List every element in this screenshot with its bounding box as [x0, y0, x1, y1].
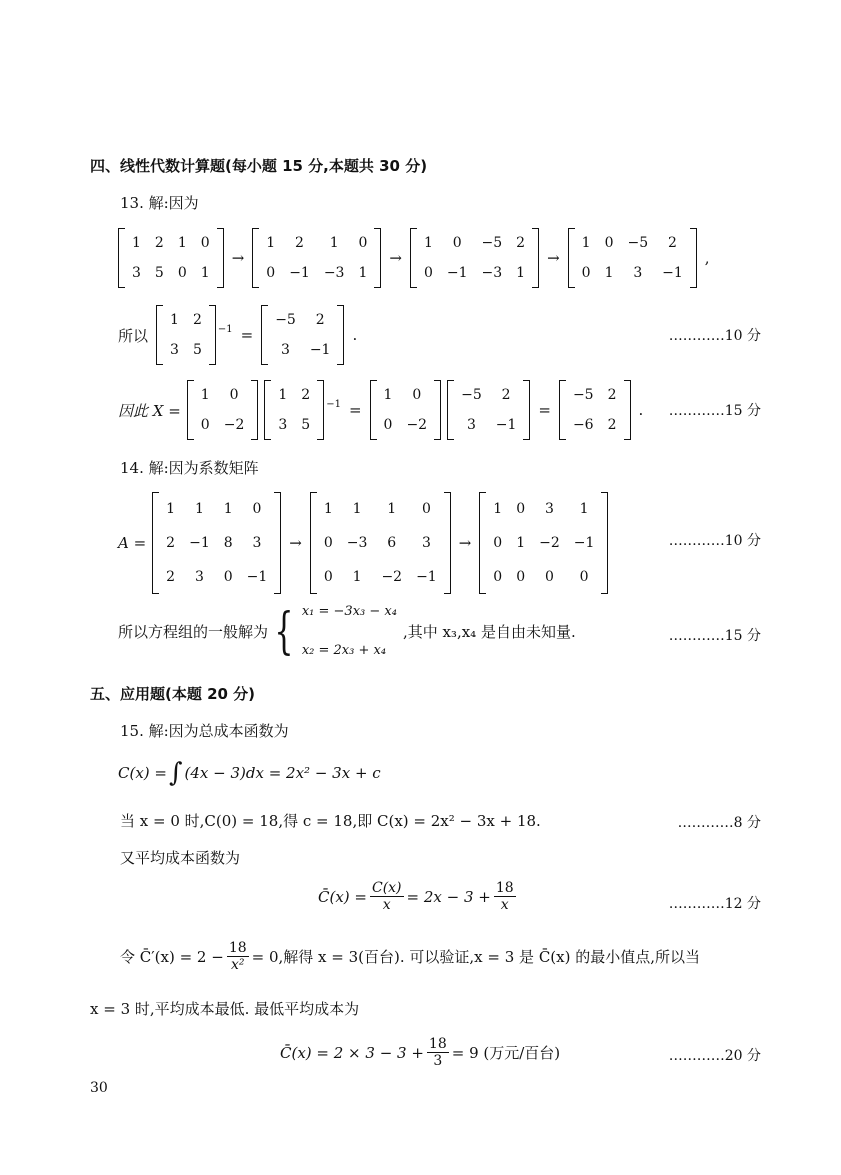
matrix-cell: 3	[252, 535, 262, 551]
matrix-cell: −2	[223, 417, 245, 433]
matrix-cell: 3	[281, 342, 290, 358]
matrix-cell: 2	[166, 535, 176, 551]
avg-mid: = 2x − 3 +	[406, 887, 491, 906]
matrix-cell: 0	[229, 387, 239, 403]
matrix-cell: 1	[132, 235, 141, 251]
matrix-cell: 1	[223, 501, 233, 517]
denominator: x²	[230, 957, 245, 973]
matrix-cell: 1	[170, 312, 179, 328]
so-label: 所以	[118, 326, 149, 345]
matrix-cell: 0	[423, 265, 433, 281]
q13-matrix-a-inverse	[261, 305, 344, 365]
matrix-cell: 1	[166, 501, 176, 517]
matrix-cell: 1	[604, 265, 614, 281]
matrix-cell: −6	[572, 417, 594, 433]
q15-min-line: x = 3 时,平均成本最低. 最低平均成本为	[90, 1000, 360, 1018]
matrix-cell: 2	[301, 387, 311, 403]
matrix-cell: 1	[200, 387, 210, 403]
q13-matrix-1	[118, 228, 224, 288]
denominator: x	[500, 897, 509, 913]
matrix-cell: −1	[662, 265, 683, 281]
cost-rhs: (4x − 3)dx = 2x² − 3x + c	[184, 764, 381, 782]
matrix-cell: −5	[572, 387, 594, 403]
fraction	[427, 1036, 449, 1069]
matrix-cell: 0	[452, 235, 462, 251]
matrix-a-label: A =	[118, 534, 147, 552]
matrix-cell: 2	[607, 387, 617, 403]
q13-result-line	[118, 380, 651, 440]
q15-final-line	[280, 1036, 560, 1069]
matrix-cell: 1	[352, 569, 362, 585]
period: .	[638, 401, 644, 419]
matrix-cell: 0	[358, 235, 368, 251]
matrix-cell: 2	[315, 312, 325, 328]
matrix-cell: 0	[323, 535, 333, 551]
arrow: →	[231, 249, 245, 267]
avg-lhs: C̄(x) =	[318, 887, 367, 906]
matrix-cell: 1	[493, 501, 503, 517]
matrix-cell: −3	[323, 265, 345, 281]
matrix-cell: 0	[200, 235, 210, 251]
matrix-cell: 2	[154, 235, 164, 251]
matrix-cell: −1	[189, 535, 210, 551]
q13-matrix-a	[156, 305, 216, 365]
matrix-cell: 0	[412, 387, 422, 403]
matrix-cell: 1	[177, 235, 187, 251]
deriv-pre: 令 C̄′(x) = 2 −	[120, 948, 224, 966]
matrix-cell: 0	[266, 265, 276, 281]
matrix-cell: 0	[493, 535, 503, 551]
integral-sign: ∫	[168, 758, 183, 788]
cost-lhs: C(x) =	[118, 764, 167, 782]
numerator: 18	[228, 940, 247, 956]
denominator: 3	[433, 1053, 443, 1069]
q14-matrix-1	[152, 492, 281, 594]
free-variables-note: ,其中 x₃,x₄ 是自由未知量.	[402, 622, 576, 641]
matrix-cell: 0	[581, 265, 591, 281]
matrix-cell: 1	[352, 501, 362, 517]
matrix-cell: −5	[481, 235, 503, 251]
q15-intro: 15. 解:因为总成本函数为	[120, 722, 289, 740]
matrix-cell: 1	[329, 235, 339, 251]
q14-matrix-3	[479, 492, 608, 594]
numerator: C(x)	[371, 880, 402, 896]
matrix-cell: 0	[421, 501, 431, 517]
inverse-superscript: −1	[217, 323, 233, 335]
matrix-cell: 3	[421, 535, 431, 551]
matrix-cell: 5	[301, 417, 311, 433]
matrix-cell: 0	[252, 501, 262, 517]
section-4-title: 四、线性代数计算题(每小题 15 分,本题共 30 分)	[90, 157, 428, 175]
matrix-cell: −5	[275, 312, 296, 328]
q13-matrix-result	[559, 380, 631, 440]
q15-avg-cost	[318, 880, 519, 913]
q15-avg-intro: 又平均成本函数为	[120, 849, 241, 867]
arrow: →	[389, 249, 402, 267]
matrix-cell: 2	[501, 387, 511, 403]
numerator: 18	[495, 880, 514, 896]
equation-1: x₁ = −3x₃ − x₄	[301, 604, 397, 619]
matrix-cell: 0	[516, 569, 526, 585]
matrix-cell: −1	[246, 569, 268, 585]
equation-system	[302, 604, 397, 658]
matrix-cell: 1	[278, 387, 288, 403]
matrix-cell: 2	[192, 312, 202, 328]
matrix-cell: 3	[278, 417, 288, 433]
matrix-cell: 2	[607, 417, 617, 433]
matrix-cell: −1	[573, 535, 595, 551]
matrix-cell: 0	[383, 417, 393, 433]
matrix-cell: −5	[461, 387, 482, 403]
q15-score-1: …………8 分	[677, 815, 761, 831]
q15-when-line: 当 x = 0 时,C(0) = 18,得 c = 18,即 C(x) = 2x² − 3x + 18.	[120, 812, 541, 830]
matrix-cell: 0	[223, 569, 233, 585]
matrix-cell: 1	[387, 501, 397, 517]
q14-score-1: …………10 分	[668, 533, 761, 549]
q13-matrix-a-inverse-2	[447, 380, 530, 440]
deriv-post: = 0,解得 x = 3(百台). 可以验证,x = 3 是 C̄(x) 的最小值点,所以当	[251, 948, 700, 966]
q14-row-reduction	[118, 492, 608, 594]
matrix-cell: 3	[170, 342, 179, 358]
q13-row-reduction	[118, 228, 718, 288]
matrix-cell: −1	[495, 417, 517, 433]
matrix-cell: 3	[466, 417, 476, 433]
matrix-cell: −1	[309, 342, 331, 358]
matrix-cell: 5	[192, 342, 202, 358]
matrix-cell: 0	[177, 265, 187, 281]
q14-general-solution	[118, 604, 576, 658]
fraction	[370, 880, 404, 913]
section-5-title: 五、应用题(本题 20 分)	[90, 685, 256, 703]
q13-matrix-3	[410, 228, 539, 288]
matrix-cell: 1	[579, 501, 589, 517]
matrix-cell: −2	[406, 417, 428, 433]
equation-2: x₂ = 2x₃ + x₄	[301, 643, 387, 658]
q13-intro: 13. 解:因为	[120, 194, 199, 212]
fraction	[494, 880, 516, 913]
equals-sign: =	[240, 326, 254, 344]
final-post: = 9 (万元/百台)	[451, 1044, 561, 1062]
matrix-cell: −2	[381, 569, 403, 585]
matrix-cell: 8	[223, 535, 233, 551]
comma: ,	[704, 249, 710, 267]
matrix-cell: 2	[166, 569, 176, 585]
matrix-cell: 1	[383, 387, 393, 403]
arrow: →	[458, 534, 472, 552]
denominator: x	[382, 897, 391, 913]
q13-matrix-a-2	[264, 380, 324, 440]
q13-score-2: …………15 分	[668, 403, 761, 419]
matrix-cell: 0	[323, 569, 333, 585]
matrix-cell: −1	[416, 569, 437, 585]
matrix-cell: −2	[539, 535, 560, 551]
equals-sign: =	[348, 401, 362, 419]
q14-score-2: …………15 分	[668, 628, 761, 644]
matrix-cell: 1	[194, 501, 204, 517]
matrix-cell: −1	[446, 265, 468, 281]
matrix-cell: 1	[323, 501, 333, 517]
matrix-cell: −1	[289, 265, 310, 281]
arrow: →	[289, 534, 302, 552]
inverse-superscript: −1	[326, 398, 341, 410]
matrix-cell: 2	[295, 235, 304, 251]
matrix-cell: 3	[545, 501, 554, 517]
q15-derivative-line	[120, 940, 700, 973]
matrix-cell: 1	[516, 535, 526, 551]
matrix-cell: −5	[627, 235, 649, 251]
period: .	[352, 326, 358, 344]
matrix-cell: 5	[154, 265, 164, 281]
q15-cost-function	[118, 758, 381, 788]
q13-matrix-d	[187, 380, 259, 440]
matrix-cell: 0	[545, 569, 554, 585]
therefore-label: 因此 X =	[118, 401, 181, 420]
final-lhs: C̄(x) = 2 × 3 − 3 +	[280, 1043, 424, 1062]
matrix-cell: 1	[516, 265, 526, 281]
matrix-cell: 3	[194, 569, 204, 585]
fraction	[227, 940, 249, 973]
matrix-cell: 2	[516, 235, 526, 251]
arrow: →	[547, 249, 560, 267]
matrix-cell: −3	[346, 535, 368, 551]
left-brace: {	[274, 602, 294, 660]
matrix-cell: 1	[266, 235, 276, 251]
q13-inverse-line	[118, 305, 365, 365]
matrix-cell: 3	[633, 265, 643, 281]
q15-score-2: …………12 分	[668, 896, 761, 912]
q13-matrix-4	[568, 228, 697, 288]
matrix-cell: 1	[200, 265, 210, 281]
general-solution-label: 所以方程组的一般解为	[118, 622, 269, 641]
q15-score-3: …………20 分	[668, 1048, 761, 1064]
numerator: 18	[428, 1036, 447, 1052]
q14-intro: 14. 解:因为系数矩阵	[120, 459, 259, 477]
matrix-cell: 1	[423, 235, 433, 251]
q13-score-1: …………10 分	[668, 328, 761, 344]
matrix-cell: 6	[387, 535, 397, 551]
matrix-cell: 3	[132, 265, 141, 281]
matrix-cell: 1	[358, 265, 368, 281]
q13-matrix-d-2	[370, 380, 442, 440]
matrix-cell: −3	[481, 265, 503, 281]
matrix-cell: 0	[516, 501, 526, 517]
equals-sign: =	[538, 401, 551, 419]
matrix-cell: 0	[579, 569, 589, 585]
matrix-cell: 1	[581, 235, 591, 251]
matrix-cell: 0	[200, 417, 210, 433]
page-number: 30	[90, 1080, 108, 1096]
matrix-cell: 0	[493, 569, 503, 585]
matrix-cell: 0	[604, 235, 614, 251]
q13-matrix-2	[252, 228, 381, 288]
matrix-cell: 2	[668, 235, 677, 251]
q14-matrix-2	[310, 492, 451, 594]
